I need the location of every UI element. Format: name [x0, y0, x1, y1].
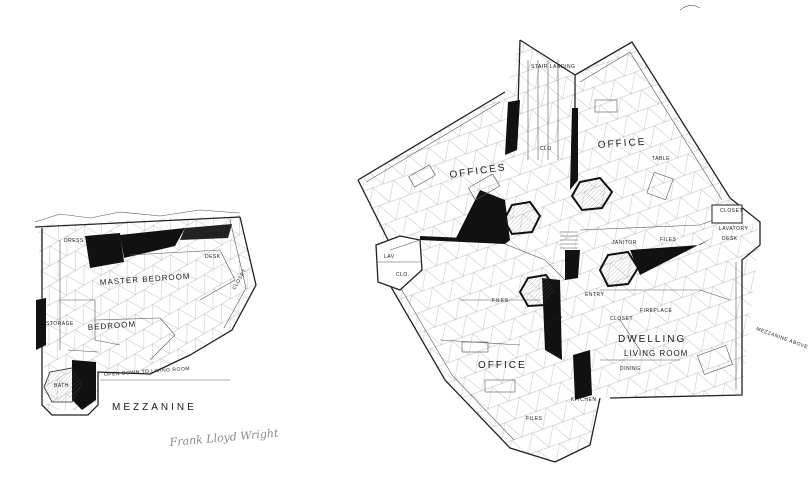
entry-label: ENTRY: [585, 292, 605, 298]
janitor-label: JANITOR: [612, 240, 637, 246]
lav-small-label: LAV: [552, 316, 563, 322]
mezzanine-left-wall: [36, 298, 46, 350]
files-label-1: FILES: [660, 237, 677, 243]
dwelling-label: DWELLING: [618, 334, 687, 345]
dress-label: DRESS: [64, 238, 84, 244]
mezzanine-above-label: MEZZANINE ABOVE: [755, 326, 809, 351]
corner-scribble: [680, 5, 700, 10]
desk-label: DESK: [205, 254, 221, 260]
lav-left-label: LAV: [384, 254, 395, 260]
main-floor-plan: [350, 35, 809, 470]
desk-label: DESK: [722, 236, 738, 242]
stair-landing-label: STAIR LANDING: [531, 64, 576, 70]
files-label-2: FILES: [492, 298, 509, 304]
office-bottom-label: OFFICE: [478, 360, 527, 371]
storage-label: STORAGE: [46, 321, 74, 327]
files-label-3: FILES: [526, 416, 543, 422]
fireplace-label: FIREPLACE: [640, 308, 673, 314]
open-down-label: OPEN DOWN TO LIVING ROOM: [103, 365, 191, 378]
closet-label: CLOSET: [231, 268, 249, 291]
architect-signature: Frank Lloyd Wright: [169, 426, 279, 449]
office-top-label: OFFICE: [597, 136, 647, 151]
dining-label: DINING: [620, 366, 641, 372]
core-wall: [565, 250, 580, 280]
kitchen-label: KITCHEN: [571, 397, 597, 403]
table-label: TABLE: [200, 232, 218, 238]
bath-label: BATH: [54, 383, 69, 389]
living-room-label: LIVING ROOM: [624, 349, 689, 358]
clo-small-label: CLO: [540, 146, 552, 152]
closet-label: CLOSET: [720, 208, 744, 214]
master-bedroom-label: MASTER BEDROOM: [99, 271, 191, 287]
mezzanine-hex-closet: [85, 233, 124, 268]
table-label: TABLE: [652, 156, 670, 162]
lavatory-label: LAVATORY: [719, 226, 749, 232]
mezzanine-title: MEZZANINE: [112, 402, 197, 413]
offices-label: OFFICES: [448, 162, 508, 181]
clo-left-label: CLO.: [396, 272, 410, 278]
closet-2-label: CLOSET: [610, 316, 634, 322]
bedroom-label: BEDROOM: [87, 319, 137, 332]
kitchen-wall: [573, 350, 592, 400]
mezzanine-plan: [30, 210, 279, 449]
